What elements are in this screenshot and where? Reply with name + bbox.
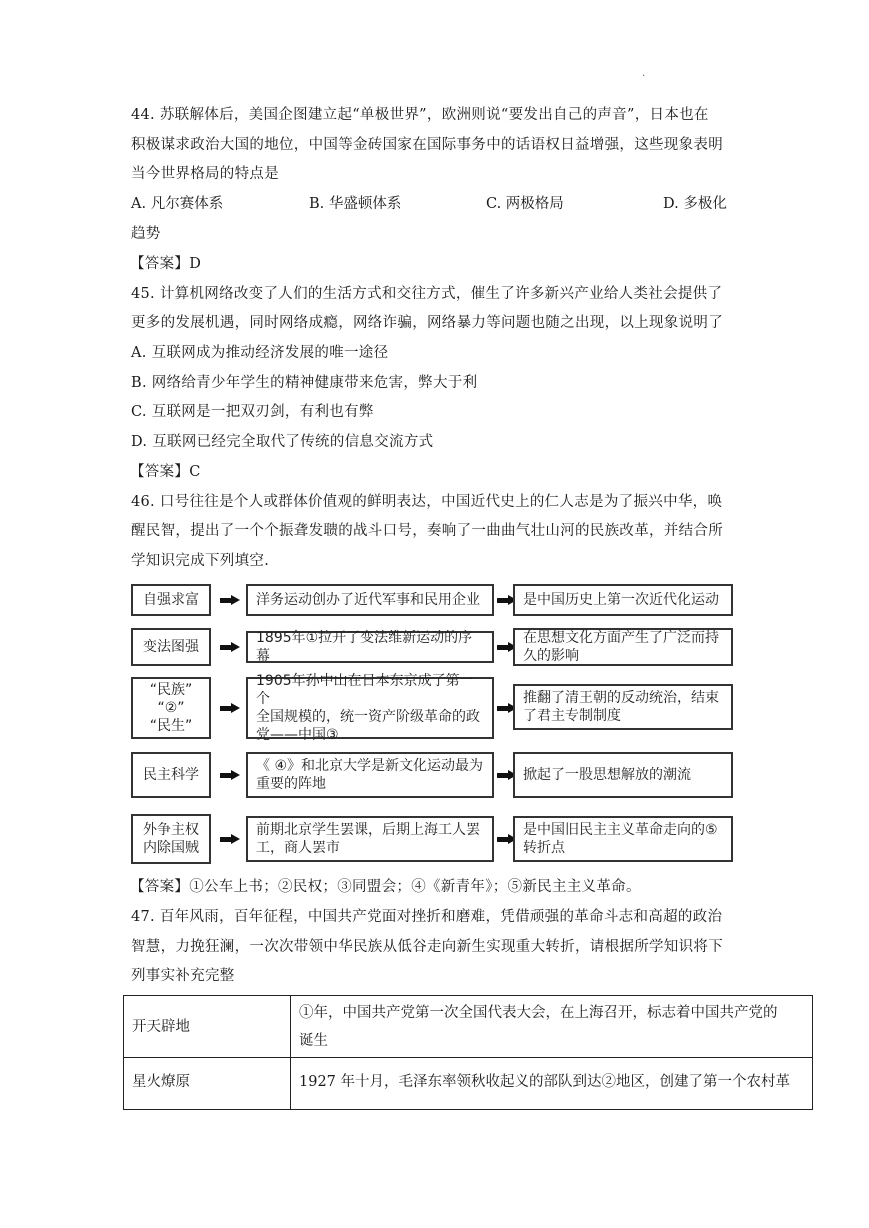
q44-answer: 【答案】D bbox=[130, 256, 202, 272]
table-cell-name: 开天辟地 bbox=[124, 996, 291, 1058]
q46-answer: 【答案】①公车上书；②民权；③同盟会；④《新青年》；⑤新民主主义革命。 bbox=[130, 879, 641, 895]
diagram-label-2 bbox=[131, 628, 211, 666]
diagram-label-3 bbox=[131, 677, 211, 739]
diagram-middle-4-line-1: 《 ④》和北京大学是新文化运动最为 bbox=[256, 758, 484, 774]
diagram-result-3 bbox=[513, 684, 733, 730]
diagram-middle-5-line-2: 工，商人罢市 bbox=[256, 840, 340, 856]
diagram-result-1 bbox=[513, 584, 733, 616]
q45-option-b: B. 网络给青少年学生的精神健康带来危害，弊大于利 bbox=[131, 375, 478, 391]
diagram-label-1-text: 自强求富 bbox=[143, 592, 199, 608]
arrow-right-icon bbox=[220, 834, 240, 844]
diagram-label-3-line-1: “民族” bbox=[149, 682, 193, 698]
diagram-result-5-line-1: 是中国旧民主主义革命走向的⑤ bbox=[523, 822, 718, 838]
q45-option-a: A. 互联网成为推动经济发展的唯一途径 bbox=[131, 345, 389, 361]
q47-line-2: 智慧，力挽狂澜，一次次带领中华民族从低谷走向新生实现重大转折，请根据所学知识将下 bbox=[131, 939, 723, 955]
header-mark: . bbox=[642, 68, 646, 79]
q46-line-3: 学知识完成下列填空. bbox=[131, 553, 270, 569]
q44-option-b: B. 华盛顿体系 bbox=[309, 196, 402, 212]
diagram-label-5-line-1: 外争主权 bbox=[143, 822, 199, 838]
diagram-middle-3 bbox=[246, 673, 494, 743]
table-desc-line-2: 诞生 bbox=[299, 1032, 328, 1049]
q46-line-2: 醒民智，提出了一个个振聋发聩的战斗口号，奏响了一曲曲气壮山河的民族改革，并结合所 bbox=[131, 523, 723, 539]
table-row bbox=[124, 1058, 813, 1110]
table-cell-desc bbox=[291, 1058, 813, 1110]
diagram-result-1-text: 是中国历史上第一次近代化运动 bbox=[523, 592, 719, 608]
q47-line-1: 47. 百年风雨，百年征程，中国共产党面对挫折和磨难，凭借顽强的革命斗志和高超的政治 bbox=[131, 909, 723, 925]
q46-line-1: 46. 口号往往是个人或群体价值观的鲜明表达，中国近代史上的仁人志是为了振兴中华，唤 bbox=[131, 494, 723, 510]
arrow-right-icon bbox=[220, 642, 240, 652]
diagram-result-2 bbox=[513, 628, 733, 666]
table-desc-line-1: ①年，中国共产党第一次全国代表大会，在上海召开，标志着中国共产党的 bbox=[299, 1004, 778, 1021]
diagram-result-5 bbox=[513, 816, 733, 862]
q44-option-a: A. 凡尔赛体系 bbox=[131, 196, 224, 212]
q45-option-c: C. 互联网是一把双刃剑，有利也有弊 bbox=[131, 404, 374, 420]
diagram-result-4 bbox=[513, 752, 733, 798]
diagram-label-4 bbox=[131, 752, 211, 798]
q44-line-2: 积极谋求政治大国的地位，中国等金砖国家在国际事务中的话语权日益增强，这些现象表明 bbox=[131, 137, 723, 153]
diagram-middle-4 bbox=[246, 752, 494, 798]
q44-option-d: D. 多极化 bbox=[663, 196, 727, 212]
q47-line-3: 列事实补充完整 bbox=[131, 968, 235, 984]
diagram-middle-4-line-2: 重要的阵地 bbox=[256, 776, 326, 792]
q44-line-3: 当今世界格局的特点是 bbox=[131, 166, 279, 182]
events-table bbox=[123, 995, 813, 1110]
diagram-label-3-line-2: “②” bbox=[157, 700, 185, 716]
diagram-label-3-line-3: “民生” bbox=[149, 718, 193, 734]
diagram-middle-3-line-2: 全国规模的，统一资产阶级革命的政 bbox=[256, 709, 480, 725]
diagram-result-2-line-1: 在思想文化方面产生了广泛而持 bbox=[523, 630, 719, 646]
arrow-right-icon bbox=[220, 703, 240, 713]
diagram-result-4-text: 掀起了一股思想解放的潮流 bbox=[523, 767, 691, 783]
diagram-middle-2-text: 1895年①拉开了变法维新运动的序幕 bbox=[256, 630, 473, 664]
diagram-middle-5-line-1: 前期北京学生罢课，后期上海工人罢 bbox=[256, 822, 480, 838]
q44-option-d-wrap: 趋势 bbox=[131, 226, 161, 242]
arrow-right-icon bbox=[220, 770, 240, 780]
q44-option-c: C. 两极格局 bbox=[486, 196, 564, 212]
diagram-middle-1-text: 洋务运动创办了近代军事和民用企业 bbox=[256, 592, 480, 608]
table-row bbox=[124, 996, 813, 1058]
diagram-result-5-line-2: 转折点 bbox=[523, 840, 565, 856]
q45-option-d: D. 互联网已经完全取代了传统的信息交流方式 bbox=[131, 434, 434, 450]
diagram-label-2-text: 变法图强 bbox=[143, 639, 199, 655]
diagram-result-3-line-1: 推翻了清王朝的反动统治，结束 bbox=[523, 690, 719, 706]
diagram-middle-2 bbox=[246, 631, 494, 663]
arrow-right-icon bbox=[220, 595, 240, 605]
diagram-label-1 bbox=[131, 584, 211, 616]
diagram-middle-5 bbox=[246, 816, 494, 862]
diagram-result-3-line-2: 了君主专制制度 bbox=[523, 708, 621, 724]
table-desc-line-1: 1927 年十月，毛泽东率领秋收起义的部队到达②地区，创建了第一个农村革 bbox=[299, 1074, 791, 1090]
table-cell-name: 星火燎原 bbox=[124, 1058, 291, 1110]
diagram-middle-3-line-1: 1905年孙中山在日本东京成了第一个 bbox=[256, 673, 474, 707]
q45-answer: 【答案】C bbox=[130, 464, 201, 480]
q45-line-2: 更多的发展机遇，同时网络成瘾，网络诈骗，网络暴力等问题也随之出现，以上现象说明了 bbox=[131, 315, 723, 331]
diagram-label-5-line-2: 内除国贼 bbox=[143, 840, 199, 856]
diagram-middle-3-line-3: 党——中国③ bbox=[256, 727, 339, 743]
diagram-label-5 bbox=[131, 814, 211, 864]
table-cell-desc bbox=[291, 996, 813, 1058]
q45-line-1: 45. 计算机网络改变了人们的生活方式和交往方式，催生了许多新兴产业给人类社会提供了 bbox=[131, 286, 723, 302]
diagram-result-2-line-2: 久的影响 bbox=[523, 648, 579, 664]
q44-line-1: 44. 苏联解体后，美国企图建立起“单极世界”，欧洲则说“要发出自己的声音”，日本也在 bbox=[131, 107, 709, 123]
diagram-label-4-text: 民主科学 bbox=[143, 767, 199, 783]
diagram-middle-1 bbox=[246, 584, 494, 616]
